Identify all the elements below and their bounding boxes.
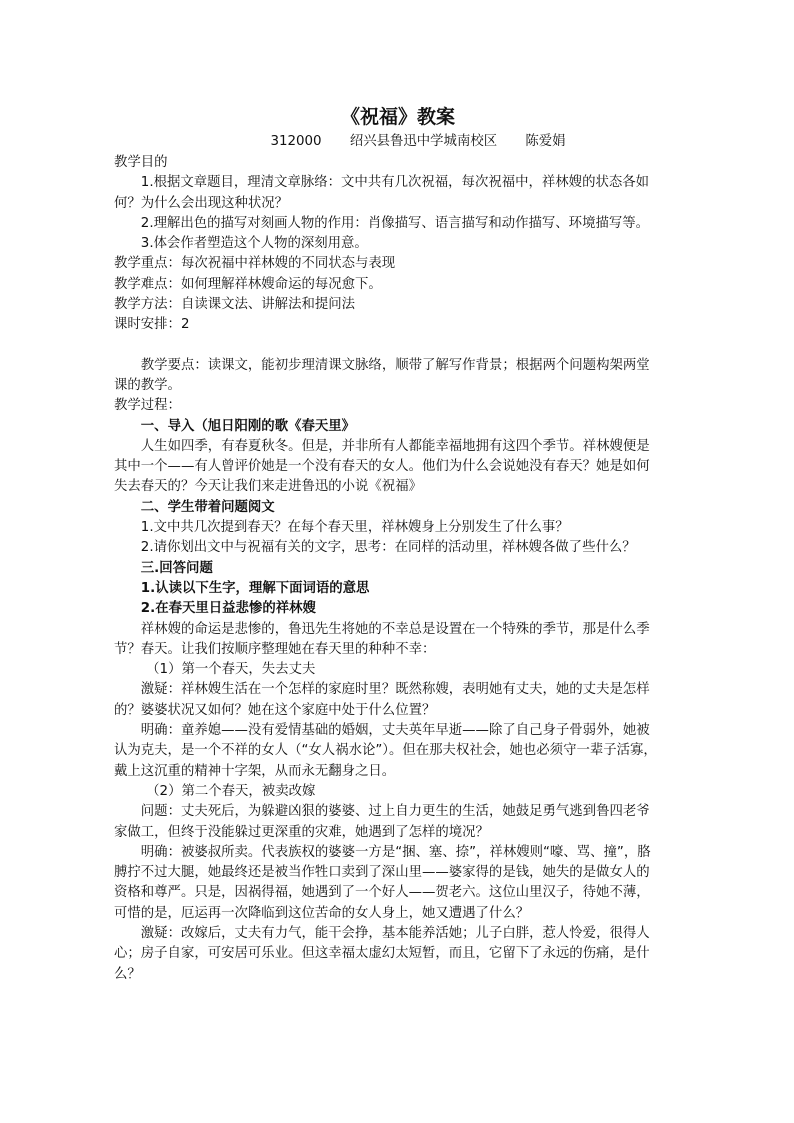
goal-item-3: 3.体会作者塑造这个人物的深刻用意。 <box>140 236 368 252</box>
author-line <box>174 131 662 153</box>
spring-2-answer: 明确：被婆叔所卖。代表族权的婆婆一方是“捆、塞、捺”，祥林嫂则“嚎、骂、撞”，胳膊拧不过大腿，她最终还是被当作牲口卖到了深山里——婆家得的是钱，她失的是做女人的资格和尊严。只是，因祸得福，她遇到了一个好人——贺老六。这位山里汉子，待她不薄，可惜的是，厄运再一次降临到这位苦命的女人身上，她又遭遇了什么？ <box>114 844 651 921</box>
section-heading-1: 一、导入（旭日阳刚的歌《春天里》 <box>140 418 356 434</box>
teaching-focus: 教学重点：每次祝福中祥林嫂的不同状态与表现 <box>114 256 396 272</box>
question-2: 2.请你划出文中与祝福有关的文字，思考：在同样的活动里，祥林嫂各做了些什么？ <box>140 540 636 556</box>
document-title: 《祝福》教案 <box>340 106 455 128</box>
teaching-keypoints: 教学要点：读课文，能初步理清课文脉络，顺带了解写作背景；根据两个问题构架两堂课的教学。 <box>114 357 650 393</box>
spring-2-question: 问题：丈夫死后，为躲避凶狠的婆婆、过上自力更生的生活，她鼓足勇气逃到鲁四老爷家做工，但终于没能躲过更深重的灾难，她遇到了怎样的境况？ <box>114 804 650 840</box>
teaching-method: 教学方法：自读课文法、讲解法和提问法 <box>114 297 356 313</box>
spring-2-doubt: 激疑：改嫁后，丈夫有力气，能干会挣，基本能养活她；儿子白胖，惹人怜爱，很得人心；房子自家，可安居可乐业。但这幸福太虚幻太短暂，而且，它留下了永远的伤痛，是什么？ <box>114 925 650 982</box>
subheading-1: 1.认读以下生字，理解下面词语的意思 <box>140 580 370 596</box>
goal-item-1: 1.根据文章题目，理清文章脉络：文中共有几次祝福，每次祝福中，祥林嫂的状态各如何？为什么会出现这种状况？ <box>114 175 650 211</box>
goal-item-2: 2.理解出色的描写对刻画人物的作用：肖像描写、语言描写和动作描写、环境描写等。 <box>140 215 650 231</box>
spring-1-heading: （1）第一个春天，失去丈夫 <box>146 662 316 678</box>
spring-2-heading: （2）第二个春天，被卖改嫁 <box>146 783 316 799</box>
spring-intro-paragraph: 祥林嫂的命运是悲惨的，鲁迅先生将她的不幸总是设置在一个特殊的季节，那是什么季节？春天。让我们按顺序整理她在春天里的种种不幸： <box>114 621 650 657</box>
postal-code: 312000 <box>270 134 322 149</box>
class-hours: 课时安排：2 <box>114 317 190 333</box>
goal-heading: 教学目的 <box>114 155 168 170</box>
subheading-2: 2.在春天里日益悲惨的祥林嫂 <box>140 601 316 617</box>
intro-paragraph: 人生如四季，有春夏秋冬。但是，并非所有人都能幸福地拥有这四个季节。祥林嫂便是其中一个——有人曾评价她是一个没有春天的女人。他们为什么会说她没有春天？她是如何失去春天的？今天让我们来走进鲁迅的小说《祝福》 <box>114 438 650 495</box>
school-name: 绍兴县鲁迅中学城南校区 <box>349 134 498 149</box>
process-heading: 教学过程： <box>114 398 181 414</box>
section-heading-3: 三.回答问题 <box>140 560 213 576</box>
section-heading-2: 二、学生带着问题阅文 <box>140 499 275 515</box>
document-body <box>114 103 662 985</box>
question-1: 1.文中共几次提到春天？在每个春天里，祥林嫂身上分别发生了什么事？ <box>140 520 569 536</box>
spring-1-doubt: 激疑：祥林嫂生活在一个怎样的家庭时里？既然称嫂，表明她有丈夫，她的丈夫是怎样的？婆婆状况又如何？她在这个家庭中处于什么位置？ <box>114 682 650 718</box>
teaching-difficulty: 教学难点：如何理解祥林嫂命运的每况愈下。 <box>114 276 382 292</box>
spring-1-answer: 明确：童养媳——没有爱情基础的婚姻，丈夫英年早逝——除了自己身子骨弱外，她被认为克夫，是一个不祥的女人（“女人祸水论”）。但在那夫权社会，她也必须守一辈子活寡，戴上这沉重的精神十字架，从而永无翻身之日。 <box>114 723 657 779</box>
author-name: 陈爱娟 <box>525 134 566 149</box>
spacer <box>114 336 662 356</box>
